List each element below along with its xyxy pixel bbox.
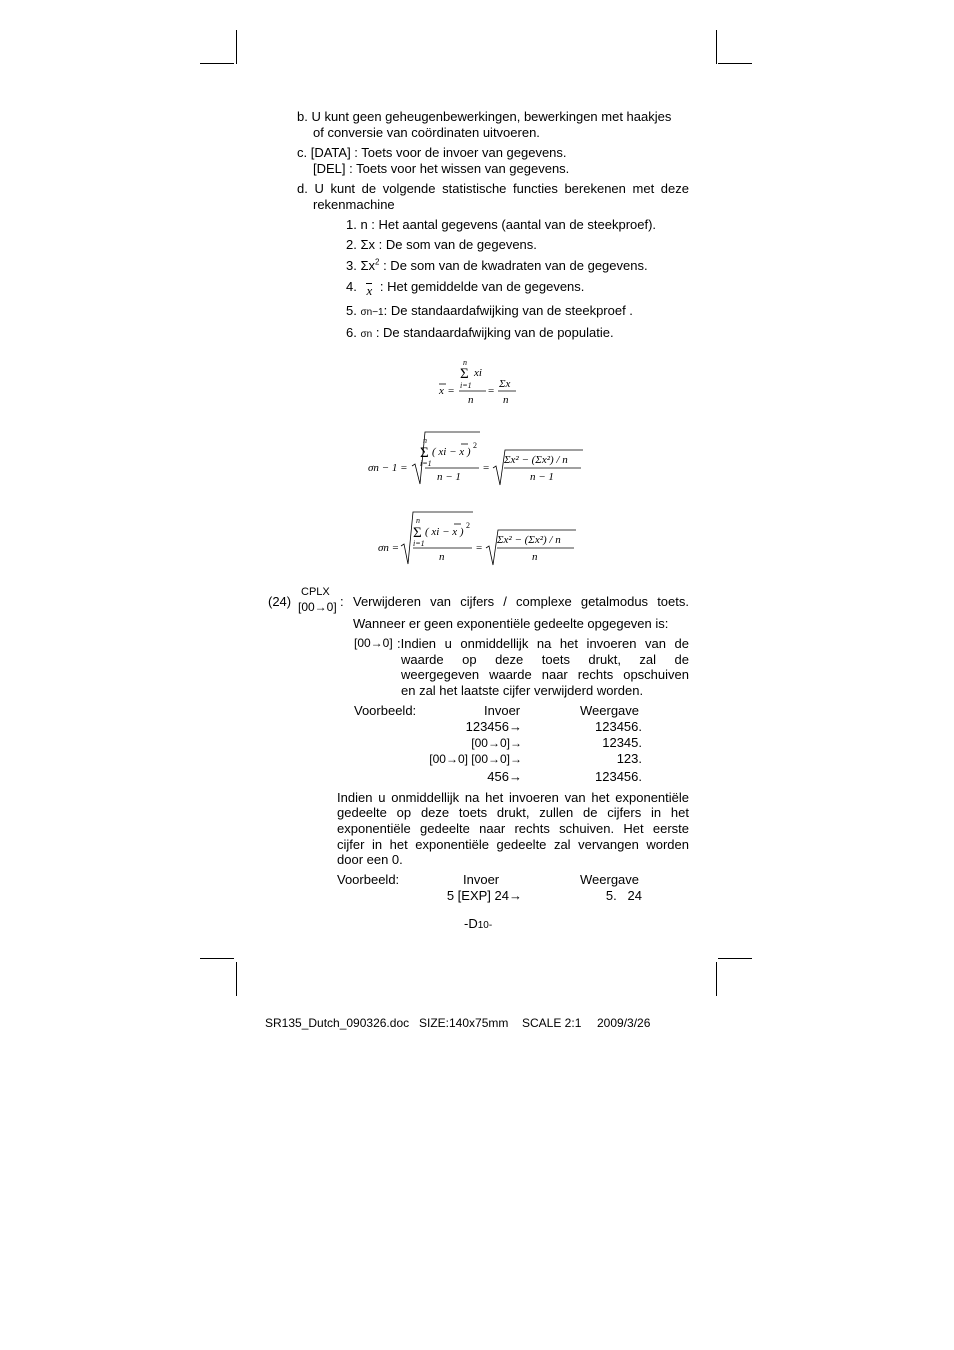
section-24-desc-line4: en zal het laatste cijfer verwijderd worden. <box>401 683 644 698</box>
section-24-subtitle: Wanneer er geen exponentiële gedeelte opgegeven is: <box>353 616 669 631</box>
page-number-suffix: - <box>488 920 493 931</box>
section-24-para-line4: cijfer in het exponentiële gedeelte zal vervangen worden <box>337 837 689 852</box>
formula-mean-eq2: = <box>488 385 495 397</box>
function-4-prefix: 4. <box>346 279 357 294</box>
list-item-b-line1: b. U kunt geen geheugenbewerkingen, bewerkingen met haakjes <box>297 109 672 124</box>
example1-col-input: Invoer <box>484 703 521 718</box>
function-5 <box>346 303 633 321</box>
formula-mean-n2: n <box>503 394 509 406</box>
function-4-text: : Het gemiddelde van de gegevens. <box>379 279 585 294</box>
formula-sigma-n-sqrt1 <box>401 512 473 564</box>
formula-sigma-n1-den2: n − 1 <box>530 471 554 483</box>
formula-mean-sum-upper: n <box>463 358 467 367</box>
formula-sigma-n1-den1: n − 1 <box>437 471 461 483</box>
example1-row-3-input: [00→0] [00→0]→ <box>429 752 522 766</box>
section-24-para-line5: door een 0. <box>337 852 403 867</box>
section-24-para-line2: gedeelte op deze toets drukt, zullen de cijfers in het <box>337 805 689 820</box>
example1-row-4-input: 456→ <box>487 769 522 784</box>
example2-col-display: Weergave <box>580 872 640 887</box>
formula-mean-xbar: x <box>439 385 444 397</box>
section-24-title: Verwijderen van cijfers / complexe getalmodus toets. <box>353 594 689 609</box>
page-number-num: 10 <box>477 920 489 931</box>
function-2 <box>346 237 537 253</box>
formula-mean <box>430 355 530 410</box>
section-24-para-line1: Indien u onmiddellijk na het invoeren van het exponentiële <box>337 790 689 805</box>
footer-file: SR135_Dutch_090326.doc <box>265 1016 410 1030</box>
example1-row-2-input: [00→0]→ <box>471 736 522 750</box>
formula-mean-eq1: = <box>448 385 455 397</box>
example2-col-input: Invoer <box>463 872 500 887</box>
function-3-symbol: Σx <box>360 258 376 273</box>
function-6-sub: n <box>366 329 373 340</box>
crop-mark-bottom-right-h <box>718 958 752 959</box>
list-item-b-line2: of conversie van coördinaten uitvoeren. <box>313 125 540 140</box>
function-5-symbol: σ <box>360 307 367 318</box>
section-24-colon: : <box>340 594 344 609</box>
function-5-text: : De standaardafwijking van de steekproef . <box>383 303 633 318</box>
formula-sigma-n1-sum-upper: n <box>423 436 427 445</box>
crop-mark-bottom-left-h <box>200 958 234 959</box>
footer-date: 2009/3/26 <box>597 1016 651 1030</box>
formula-mean-n1: n <box>468 394 474 406</box>
formula-sigma-n-eq: = <box>476 542 483 554</box>
function-2-symbol: Σx <box>360 237 376 252</box>
function-1: 1. n : Het aantal gegevens (aantal van de steekproef). <box>346 217 657 232</box>
formula-sigma-n-sum-sign: Σ <box>413 525 422 541</box>
list-item-c-line1: c. [DATA] : Toets voor de invoer van gegevens. <box>297 145 567 160</box>
example1-row-3-display: 123. <box>616 751 642 766</box>
example2-label: Voorbeeld: <box>337 872 400 887</box>
section-24-desc-line1: :Indien u onmiddellijk na het invoeren van de <box>397 636 689 651</box>
function-2-prefix: 2. <box>346 237 361 252</box>
footer-size: SIZE:140x75mm <box>419 1016 509 1030</box>
example2-row-input: 5 [EXP] 24→ <box>446 888 522 903</box>
formula-sigma-n-sum-upper: n <box>416 516 420 525</box>
example2-row-display: 5. 24 <box>605 888 642 903</box>
example1-col-display: Weergave <box>580 703 640 718</box>
formula-sigma-n1-sq: 2 <box>473 441 477 450</box>
section-24-desc-line2: waarde op deze toets drukt, zal de <box>401 652 689 667</box>
example1-row-2-display: 12345. <box>602 735 642 750</box>
list-item-d-line2: rekenmachine <box>313 197 395 212</box>
page-number-prefix: -D <box>464 916 478 931</box>
formula-sigma-n-dev: ( xi − x ) <box>425 526 464 538</box>
formula-sigma-n1-rhs-num: Σx² − (Σx²) / n <box>504 454 568 466</box>
function-5-prefix: 5. <box>346 303 361 318</box>
section-24-key-label: [00→0] <box>354 636 393 650</box>
function-4-symbol-xbar: x <box>366 283 373 298</box>
formula-mean-sum-sign: Σ <box>460 366 469 382</box>
example1-label: Voorbeeld: <box>354 703 417 718</box>
crop-mark-top-right-h <box>718 63 752 64</box>
section-24-cplx-label: CPLX <box>301 586 330 598</box>
formula-sigma-n1-sum-sign: Σ <box>420 445 429 461</box>
section-24-desc-line3: weergegeven waarde naar rechts opschuiven <box>401 667 689 682</box>
formula-mean-sigmax: Σx <box>499 378 511 390</box>
formula-sigma-n1-dev: ( xi − x ) <box>432 446 471 458</box>
crop-mark-top-left-h <box>200 63 234 64</box>
formula-sigma-n1 <box>365 428 595 488</box>
function-5-sub: n−1 <box>366 307 384 318</box>
page-number <box>464 916 492 934</box>
function-3 <box>346 258 648 274</box>
example1-row-1-input: 123456→ <box>465 719 522 734</box>
formula-sigma-n-den1: n <box>439 551 445 563</box>
formula-sigma-n-sq: 2 <box>466 521 470 530</box>
formula-sigma-n-sum-lower: i=1 <box>413 539 425 548</box>
function-6 <box>346 325 614 343</box>
formula-sigma-n-lhs: σn = <box>378 542 400 554</box>
formula-sigma-n-rhs-num: Σx² − (Σx²) / n <box>497 534 561 546</box>
list-item-c-line2: [DEL] : Toets voor het wissen van gegevens. <box>313 161 570 176</box>
formula-sigma-n1-sum-lower: i=1 <box>420 459 432 468</box>
formula-sigma-n <box>375 508 585 568</box>
formula-sigma-n-den2: n <box>532 551 538 563</box>
section-24-number: (24) <box>268 594 292 609</box>
crop-mark-bottom-right-v <box>716 962 717 996</box>
crop-mark-top-left-v <box>236 30 237 64</box>
function-4 <box>346 279 585 298</box>
function-6-prefix: 6. <box>346 325 361 340</box>
crop-mark-top-right-v <box>716 30 717 64</box>
formula-sigma-n1-lhs: σn − 1 = <box>368 462 408 474</box>
formula-sigma-n1-eq: = <box>483 462 490 474</box>
example1-row-4-display: 123456. <box>595 769 642 784</box>
function-3-sup: 2 <box>375 257 380 267</box>
function-6-symbol: σ <box>360 329 367 340</box>
function-6-text: : De standaardafwijking van de populatie. <box>372 325 614 340</box>
footer-scale: SCALE 2:1 <box>522 1016 582 1030</box>
list-item-d-line1: d. U kunt de volgende statistische functies berekenen met deze <box>297 181 689 196</box>
section-24-para-line3: exponentiële gedeelte naar rechts schuiven. Het eerste <box>337 821 689 836</box>
formula-mean-xi: xi <box>474 367 482 379</box>
example1-row-1-display: 123456. <box>595 719 642 734</box>
formula-mean-sum-lower: i=1 <box>460 381 472 390</box>
function-3-prefix: 3. <box>346 258 361 273</box>
section-24-key: [00→0] <box>298 600 337 614</box>
function-3-text: : De som van de kwadraten van de gegevens. <box>379 258 648 273</box>
function-2-text: : De som van de gegevens. <box>375 237 537 252</box>
crop-mark-bottom-left-v <box>236 962 237 996</box>
